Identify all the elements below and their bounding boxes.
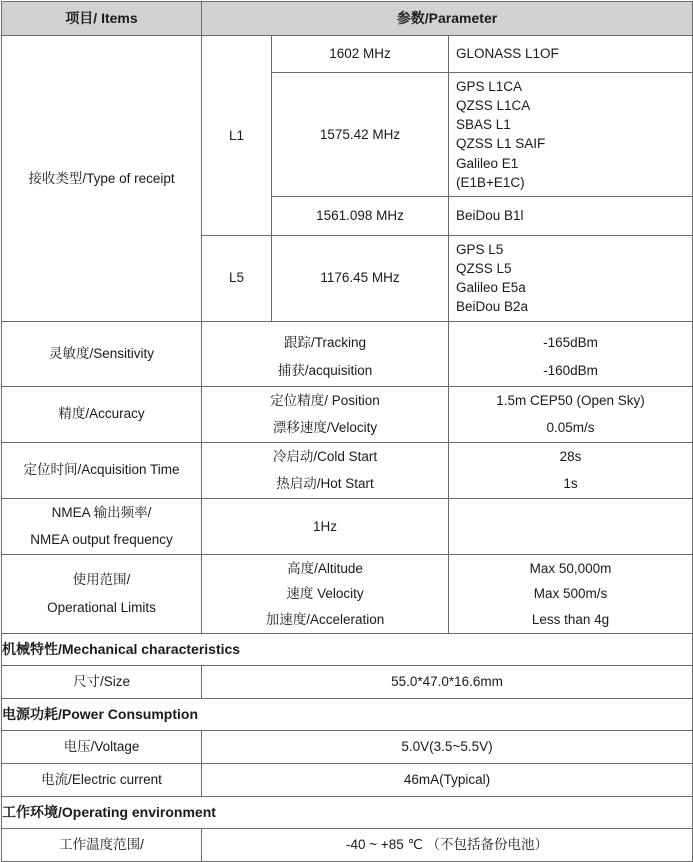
row-label-operational-limits [2,554,202,633]
param-label: 跟踪/Tracking [283,335,366,350]
section-header-mechanical: 机械特性/Mechanical characteristics [2,633,693,665]
table-row-nmea [2,498,693,554]
param-value: 0.05m/s [546,420,595,436]
param-label: 冷启动/Cold Start [272,448,378,464]
param-value: 1.5m CEP50 (Open Sky) [496,392,645,408]
frequency-value: 1575.42 MHz [272,73,449,197]
nmea-value: 1Hz [202,498,449,554]
frequency-value: 1561.098 MHz [272,196,449,235]
section-header-row-power [2,698,693,730]
signal-item: BeiDou B2a [456,299,529,315]
table-row-accuracy [2,386,693,442]
row-label-electric-current: 电流/Electric current [2,763,202,796]
table-row [2,763,693,796]
row-value-operating-temperature: -40 ~ +85 ℃ （不包括备份电池） [202,828,693,861]
signal-item: QZSS L1 SAIF [456,136,546,152]
row-value-electric-current: 46mA(Typical) [202,763,693,796]
row-label-size: 尺寸/Size [2,665,202,698]
row-label-nmea [2,498,202,554]
param-value: -160dBm [543,362,598,378]
table-row [2,828,693,861]
sensitivity-params [202,321,449,386]
param-value: -165dBm [543,335,598,350]
table-row-acquisition-time [2,442,693,498]
param-label: 高度/Altitude [287,560,363,576]
table-row-sensitivity [2,321,693,386]
table-row [2,730,693,763]
table-row-operational-limits [2,554,693,633]
accuracy-values [449,386,693,442]
band-label-l1: L1 [202,36,272,236]
section-header-environment: 工作环境/Operating environment [2,796,693,828]
param-value: 28s [559,448,582,464]
accuracy-params [202,386,449,442]
signal-list [449,196,693,235]
signal-item: Galileo E5a [456,280,526,296]
frequency-value: 1602 MHz [272,36,449,73]
row-label-nmea-line2: NMEA output frequency [30,532,173,548]
acquisition-time-values [449,442,693,498]
signal-item: GPS L1CA [456,79,523,94]
param-value: Max 50,000m [529,560,612,576]
band-label-l5: L5 [202,235,272,321]
row-label-operational-limits-line1: 使用范围/ [72,572,131,588]
nmea-right-empty [449,498,693,554]
signal-item: (E1B+E1C) [456,174,525,190]
table-row [2,665,693,698]
operational-limits-values [449,554,693,633]
signal-list [449,235,693,321]
header-parameter: 参数/Parameter [202,2,693,36]
signal-item: Galileo E1 [456,155,519,171]
specification-table [1,1,693,862]
row-label-operational-limits-line2: Operational Limits [47,599,156,615]
signal-item: GPS L5 [456,241,504,257]
operational-limits-params [202,554,449,633]
param-label: 捕获/acquisition [277,362,373,378]
section-header-row-mechanical [2,633,693,665]
spec-sheet [0,1,693,853]
signal-list [449,36,693,73]
signal-list [449,73,693,197]
table-row [2,36,693,73]
header-items: 项目/ Items [2,2,202,36]
param-label: 速度 Velocity [286,586,364,602]
acquisition-time-params [202,442,449,498]
row-label-type-of-receipt: 接收类型/Type of receipt [2,36,202,322]
row-label-accuracy: 精度/Accuracy [2,386,202,442]
param-label: 加速度/Acceleration [265,611,385,627]
signal-item: SBAS L1 [456,117,511,133]
signal-item: BeiDou B1l [456,208,524,224]
param-value: Less than 4g [531,611,610,627]
signal-item: QZSS L5 [456,261,512,277]
section-header-row-environment [2,796,693,828]
row-label-acquisition-time: 定位时间/Acquisition Time [2,442,202,498]
section-header-power: 电源功耗/Power Consumption [2,698,693,730]
signal-item: QZSS L1CA [456,98,531,114]
param-label: 漂移速度/Velocity [272,420,378,436]
row-label-voltage: 电压/Voltage [2,730,202,763]
row-label-nmea-line1: NMEA 输出频率/ [51,504,152,520]
signal-item: GLONASS L1OF [456,46,559,62]
param-label: 定位精度/ Position [270,392,380,408]
param-value: 1s [563,476,578,492]
sensitivity-values [449,321,693,386]
row-value-voltage: 5.0V(3.5~5.5V) [202,730,693,763]
frequency-value: 1176.45 MHz [272,235,449,321]
param-value: Max 500m/s [533,586,608,602]
param-label: 热启动/Hot Start [276,476,374,492]
row-value-size: 55.0*47.0*16.6mm [202,665,693,698]
row-label-sensitivity: 灵敏度/Sensitivity [2,321,202,386]
row-label-operating-temperature: 工作温度范围/ [2,828,202,861]
table-header-row [2,2,693,36]
